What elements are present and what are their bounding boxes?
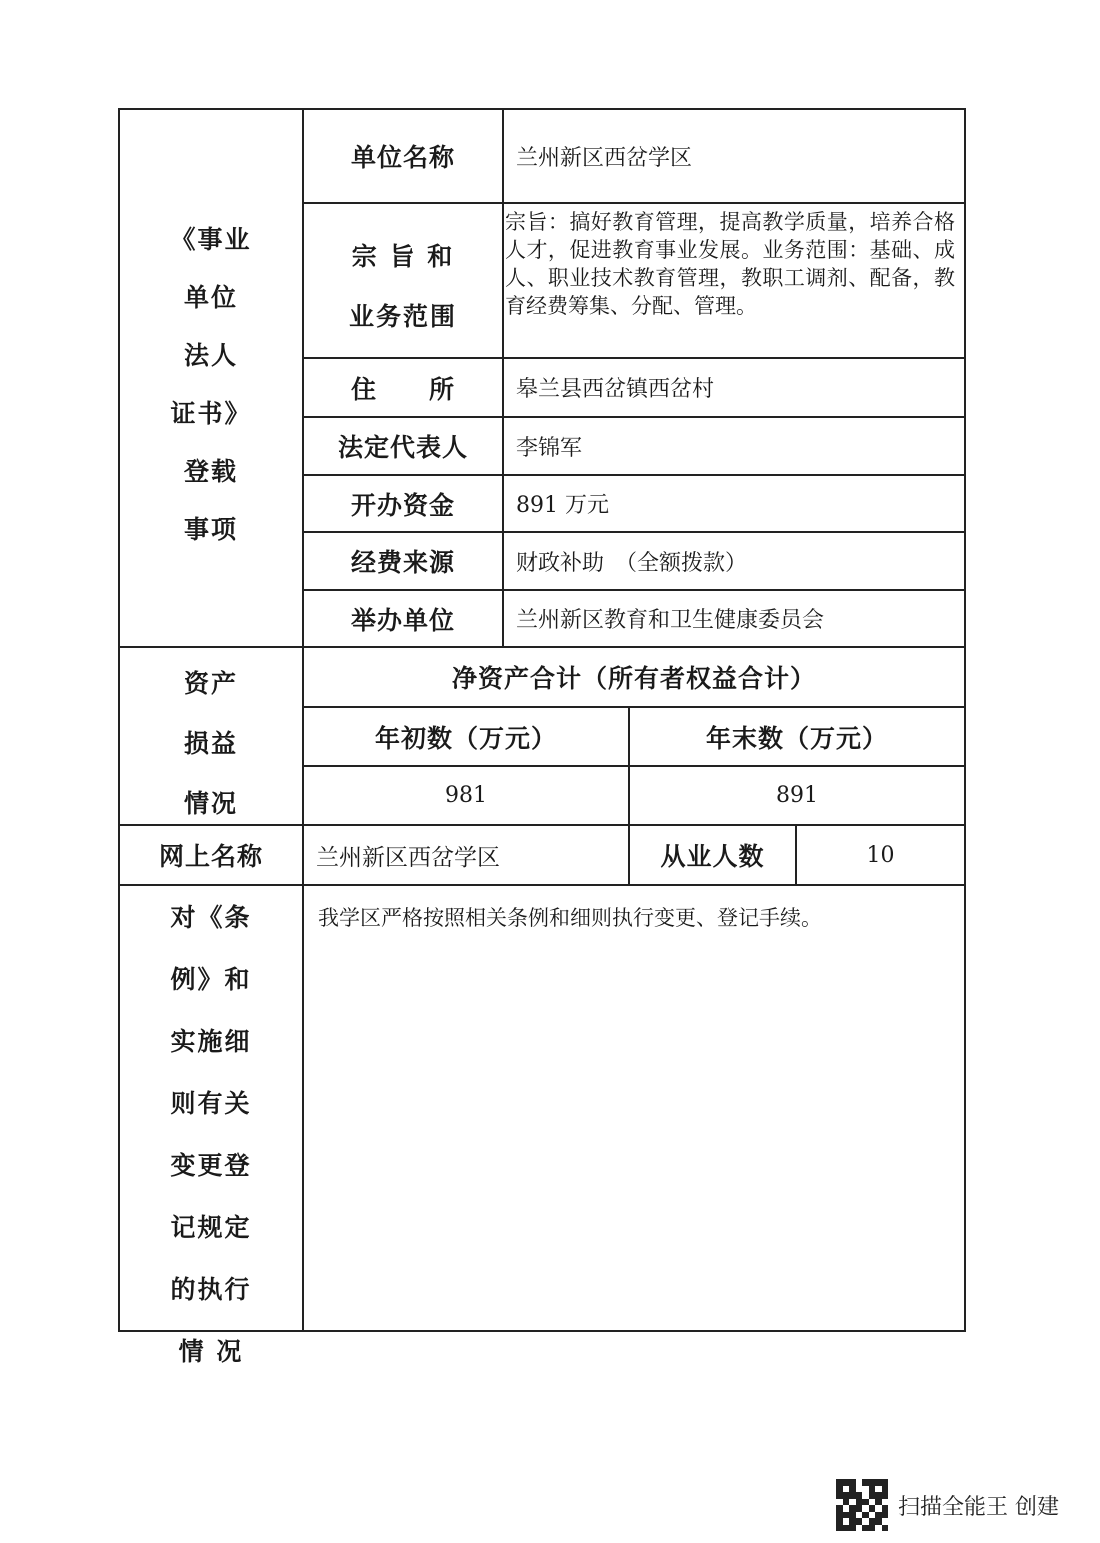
side-label-line: 的执行 — [170, 1275, 252, 1304]
side-label-line: 例》和 — [170, 965, 252, 994]
address-value: 皋兰县西岔镇西岔村 — [516, 377, 715, 402]
end-of-year-value: 891 — [776, 783, 818, 808]
side-label-line: 事项 — [183, 515, 238, 544]
online-name-label: 网上名称 — [158, 842, 263, 871]
side-label-line: 资产 — [183, 669, 238, 698]
net-assets-header: 净资产合计（所有者权益合计） — [451, 664, 816, 693]
funding-source-value: 财政补助 （全额拨款） — [516, 550, 748, 576]
start-capital-label: 开办资金 — [350, 490, 455, 520]
funding-source-label: 经费来源 — [350, 548, 455, 577]
side-label-line: 法人 — [183, 341, 238, 370]
execution-text: 我学区严格按照相关条例和细则执行变更、登记手续。 — [318, 906, 822, 930]
staff-count-value: 10 — [866, 842, 895, 868]
unit-name-label: 单位名称 — [350, 143, 455, 172]
start-of-year-value: 981 — [445, 783, 487, 808]
sponsor-unit-label: 举办单位 — [350, 605, 455, 635]
watermark-text: 扫描全能王 创建 — [898, 1494, 1059, 1520]
side-label-line: 证书》 — [170, 399, 252, 428]
legal-representative-label: 法定代表人 — [337, 433, 468, 462]
purpose-label-line: 宗 旨 和 — [351, 242, 455, 271]
registration-section-label — [120, 220, 302, 546]
assets-section-label — [120, 664, 302, 820]
purpose-scope-value: 宗旨：搞好教育管理，提高教学质量，培养合格人才，促进教育事业发展。业务范围：基础、成人、职业技术教育管理，教职工调剂、配备，教育经费筹集、分配、管理。 — [505, 210, 955, 318]
unit-name-value: 兰州新区西岔学区 — [516, 145, 693, 171]
execution-section-label — [120, 898, 302, 1368]
scanner-watermark — [836, 1478, 1059, 1532]
side-label-line: 损益 — [183, 729, 238, 758]
side-label-line: 对《条 — [170, 903, 252, 932]
side-label-line: 实施细 — [170, 1027, 252, 1056]
purpose-scope-label — [304, 237, 502, 333]
side-label-line: 单位 — [183, 283, 238, 312]
start-capital-value: 891 万元 — [516, 493, 609, 518]
end-of-year-header: 年末数（万元） — [705, 723, 888, 753]
sponsor-unit-value: 兰州新区教育和卫生健康委员会 — [516, 608, 825, 633]
side-label-line: 情况 — [183, 789, 238, 818]
side-label-line: 情 况 — [178, 1337, 244, 1366]
side-label-line: 《事业 — [170, 225, 252, 254]
side-label-line: 则有关 — [170, 1089, 252, 1118]
purpose-label-line: 业务范围 — [348, 302, 457, 331]
side-label-line: 记规定 — [170, 1213, 252, 1242]
staff-count-label: 从业人数 — [660, 842, 765, 871]
side-label-line: 登载 — [183, 457, 238, 486]
start-of-year-header: 年初数（万元） — [374, 723, 557, 753]
legal-representative-value: 李锦军 — [516, 435, 583, 461]
address-label: 住 所 — [350, 374, 455, 404]
qr-code-icon — [836, 1479, 888, 1531]
online-name-value: 兰州新区西岔学区 — [316, 844, 500, 871]
side-label-line: 变更登 — [170, 1151, 252, 1180]
